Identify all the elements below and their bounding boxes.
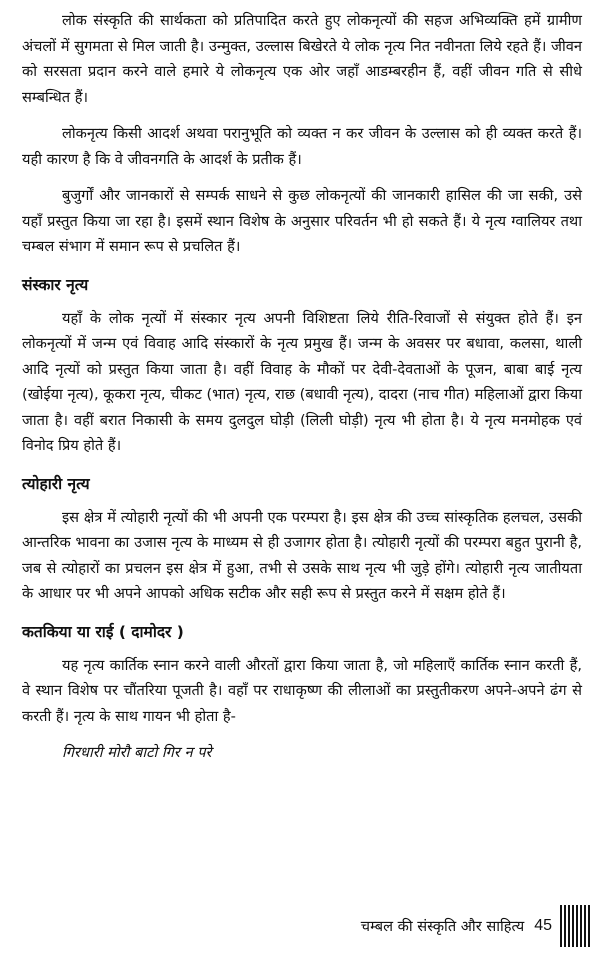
intro-paragraph-3: बुजुर्गों और जानकारों से सम्पर्क साधने से कुछ लोकनृत्यों की जानकारी हासिल की जा सकी, उसे यहाँ प्रस्तुत किया जा रहा है। इसमें स्थान विशेष के अनुसार परिवर्तन भी हो सकते हैं। ये नृत्य ग्वालियर तथा चम्बल संभाग में समान रूप से प्रचलित हैं। [22,187,582,255]
section-paragraph-katkiya-rai: यह नृत्य कार्तिक स्नान करने वाली औरतों द्वारा किया जाता है, जो महिलाएँ कार्तिक स्नान करती हैं, वे स्थान विशेष पर चौंतरिया पूजती है। वहाँ पर राधाकृष्ण की लीलाओं का प्रस्तुतीकरण अपने-अपने ढंग से करती हैं। नृत्य के साथ गायन भी होता है- [22,656,582,725]
page-content [22,8,582,766]
section-paragraph-tyohari-nritya: इस क्षेत्र में त्योहारी नृत्यों की भी अपनी एक परम्परा है। इस क्षेत्र की उच्च सांस्कृतिक हलचल, उसकी आन्तरिक भावना का उजास नृत्य के माध्यम से ही उजागर होता है। त्योहारी नृत्यों की परम्परा बहुत पुरानी है, जब से त्योहारों का प्रचलन इस क्षेत्र में हुआ, तभी से उसके साथ नृत्य भी जुड़े होंगे। त्योहारी नृत्य जातीयता के आधार पर भी अपने आपको अधिक सटीक और सही रूप से प्रस्तुत करने में सक्षम होते हैं। [22,508,582,602]
page-number: 45 [534,917,552,934]
decorative-stripe-pattern [560,905,590,947]
section-paragraph-sanskar-nritya: यहाँ के लोक नृत्यों में संस्कार नृत्य अपनी विशिष्टता लिये रीति-रिवाजों से संयुक्त होते हैं। इन लोकनृत्यों में जन्म एवं विवाह आदि संस्कारों के नृत्य प्रमुख हैं। जन्म के अवसर पर बधावा, कलसा, थाली आदि नृत्यों को प्रस्तुत किया जाता है। वहीं विवाह के मौकों पर देवी-देवताओं के पूजन, बाबा बाई नृत्य (खोईया नृत्य), कूकरा नृत्य, चीकट (भात) नृत्य, राछ (बधावी नृत्य), दादरा (नाच गीत) महिलाओं द्वारा किया जाता है। वहीं बरात निकासी के समय दुलदुल घोड़ी (लिली घोड़ी) नृत्य भी होता है। ये नृत्य मनमोहक एवं विनोद प्रिय होते हैं। [22,309,582,454]
section-heading-sanskar-nritya: संस्कार नृत्य [22,275,89,294]
intro-paragraph-1: लोक संस्कृति की सार्थकता को प्रतिपादित करते हुए लोकनृत्यों की सहज अभिव्यक्ति हमें ग्रामीण अंचलों में सुगमता से मिल जाती है। उन्मुक्त, उल्लास बिखेरते ये लोक नृत्य नित नवीनता लिये रहते हैं। जीवन को सरसता प्रदान करने वाले हमारे ये लोकनृत्य एक ओर जहाँ आडम्बरहीन हैं, वहीं जीवन गति से सीधे सम्बन्धित हैं। [22,12,582,106]
verse-line: गिरधारी मोरौ बाटो गिर न परे [62,744,212,761]
section-heading-tyohari-nritya: त्योहारी नृत्य [22,474,90,493]
section-heading-katkiya-rai: कतकिया या राई ( दामोदर ) [22,622,184,641]
page-footer [361,905,590,947]
footer-book-title: चम्बल की संस्कृति और साहित्य [360,918,525,935]
intro-paragraph-2: लोकनृत्य किसी आदर्श अथवा परानुभूति को व्यक्त न कर जीवन के उल्लास को ही व्यक्त करते हैं। यही कारण है कि वे जीवनगति के आदर्श के प्रतीक हैं। [22,125,582,168]
